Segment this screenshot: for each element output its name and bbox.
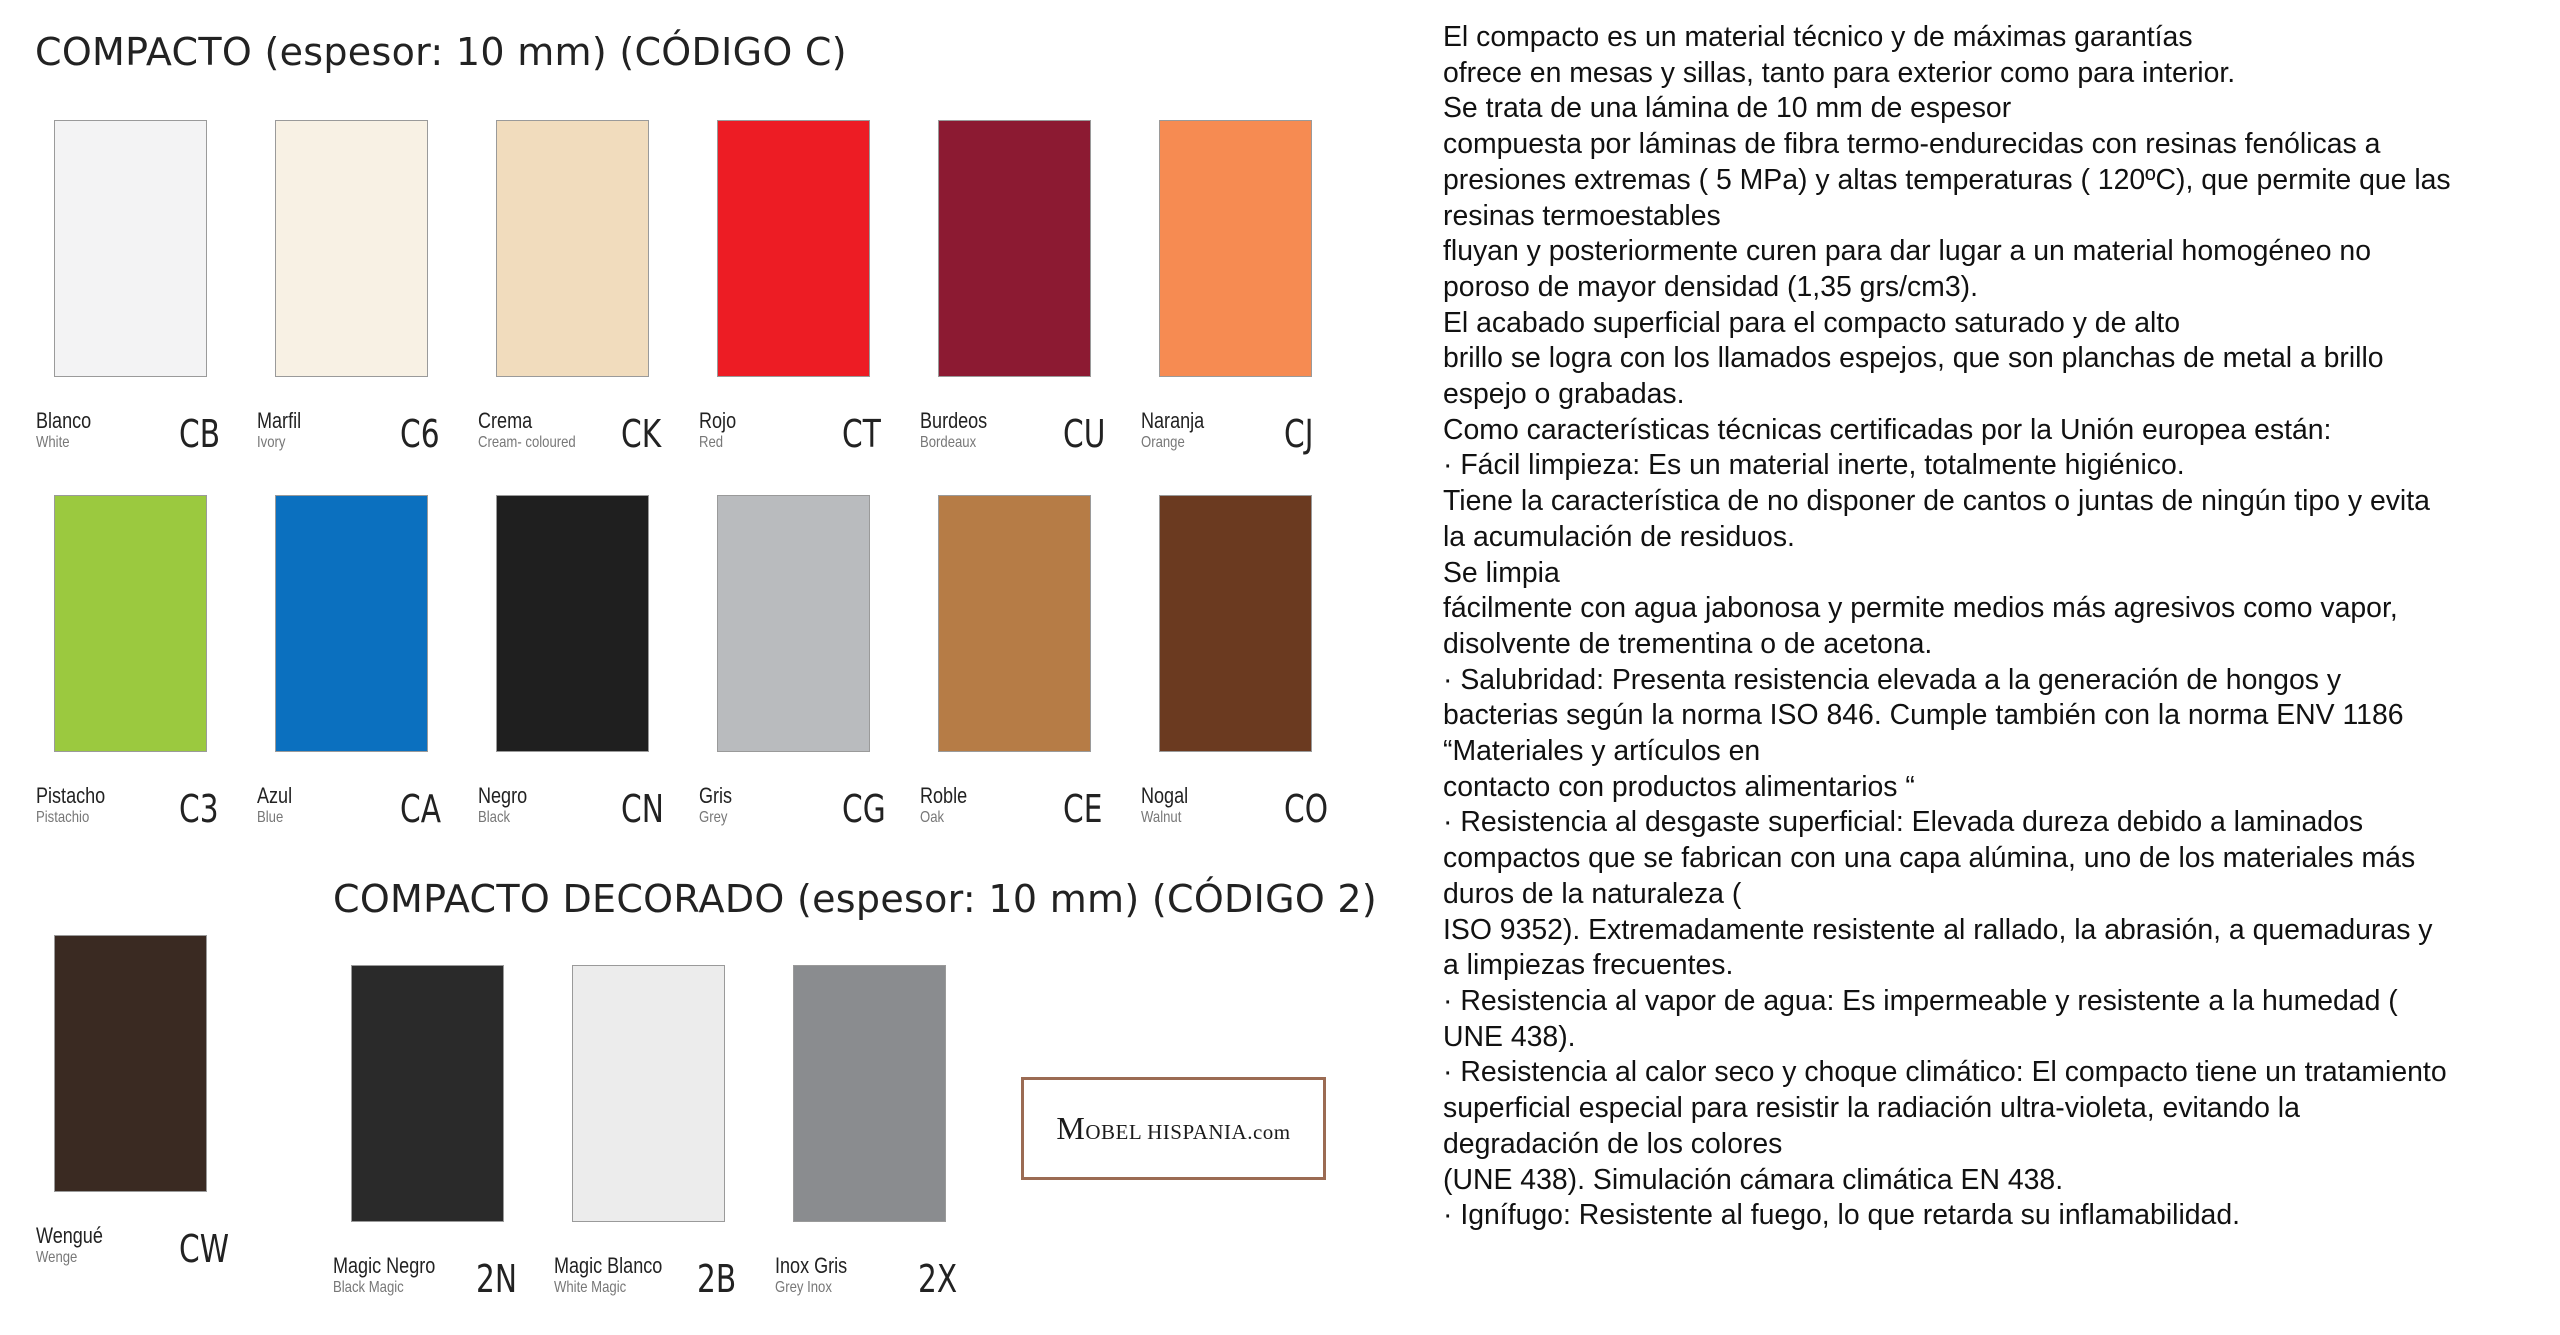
description-line: Tiene la característica de no disponer de cantos o juntas de ningún tipo y evita <box>1443 485 2430 518</box>
swatch-code: 2N <box>476 1257 518 1301</box>
description-line: poroso de mayor densidad (1,35 grs/cm3). <box>1443 270 1978 303</box>
description-line: Se limpia <box>1443 556 1560 589</box>
swatch-name: Pistacho <box>36 783 106 808</box>
swatch-label <box>478 410 597 451</box>
swatch-name-english: Blue <box>257 809 284 826</box>
description-line: duros de la naturaleza ( <box>1443 877 1742 910</box>
swatch-label <box>36 1225 118 1266</box>
swatch-cj <box>1159 120 1312 377</box>
title-compacto <box>35 30 847 74</box>
title-compacto-rest: (espesor: 10 mm) (CÓDIGO C) <box>252 30 847 74</box>
description-line: · Resistencia al calor seco y choque climático: El compacto tiene un tratamiento <box>1443 1056 2447 1089</box>
description-line: Como características técnicas certificadas por la Unión europea están: <box>1443 413 2332 446</box>
swatch-name-english: Red <box>699 434 724 451</box>
description-line: · Salubridad: Presenta resistencia elevada a la generación de hongos y <box>1443 663 2342 696</box>
swatch-2b <box>572 965 725 1222</box>
logo-text: MOBEL HISPANIA.com <box>1056 1110 1291 1146</box>
swatch-name: Negro <box>478 783 528 808</box>
description-line: “Materiales y artículos en <box>1443 735 1761 768</box>
swatch-code: CU <box>1063 412 1106 456</box>
swatch-label <box>920 410 1002 451</box>
swatch-name: Magic Blanco <box>554 1253 663 1278</box>
swatch-cw <box>54 935 207 1192</box>
title-compacto-main: COMPACTO <box>35 30 253 74</box>
swatch-name-english: Grey Inox <box>775 1279 832 1296</box>
description-line: compuesta por láminas de fibra termo-endurecidas con resinas fenólicas a <box>1443 128 2381 161</box>
swatch-name: Roble <box>920 783 968 808</box>
swatch-label <box>257 785 300 826</box>
swatch-name: Marfil <box>257 408 302 433</box>
swatch-name: Naranja <box>1141 408 1205 433</box>
swatch-name-english: White <box>36 434 70 451</box>
swatch-label <box>699 410 744 451</box>
description-line: resinas termoestables <box>1443 199 1721 232</box>
swatch-ca <box>275 495 428 752</box>
swatch-code: CG <box>842 787 886 831</box>
description-line: presiones extremas ( 5 MPa) y altas temperaturas ( 120ºC), que permite que las <box>1443 163 2451 196</box>
description-line: a limpiezas frecuentes. <box>1443 949 1734 982</box>
description-line: contacto con productos alimentarios “ <box>1443 770 1915 803</box>
description-line: ISO 9352). Extremadamente resistente al rallado, la abrasión, a quemaduras y <box>1443 913 2433 946</box>
swatch-name: Azul <box>257 783 293 808</box>
swatch-ct <box>717 120 870 377</box>
description-line: compactos que se fabrican con una capa alúmina, uno de los materiales más <box>1443 842 2416 875</box>
swatch-name: Rojo <box>699 408 737 433</box>
swatch-name-english: Walnut <box>1141 809 1182 826</box>
swatch-name-english: Bordeaux <box>920 434 977 451</box>
description-line: superficial especial para resistir la radiación ultra-violeta, evitando la <box>1443 1092 2300 1125</box>
description-text <box>1443 20 2553 1234</box>
swatch-label <box>775 1255 863 1296</box>
swatch-label <box>36 410 103 451</box>
swatch-name-english: Oak <box>920 809 945 826</box>
description-line: fácilmente con agua jabonosa y permite medios más agresivos como vapor, <box>1443 592 2398 625</box>
swatch-name-english: Wenge <box>36 1249 78 1266</box>
swatch-co <box>1159 495 1312 752</box>
description-line: UNE 438). <box>1443 1020 1576 1053</box>
description-line: · Resistencia al vapor de agua: Es impermeable y resistente a la humedad ( <box>1443 984 2398 1017</box>
swatch-name-english: Orange <box>1141 434 1185 451</box>
swatch-code: CJ <box>1284 412 1314 456</box>
swatch-label <box>333 1255 458 1296</box>
swatch-c3 <box>54 495 207 752</box>
swatch-code: CT <box>842 412 881 456</box>
swatch-name: Nogal <box>1141 783 1189 808</box>
description-line: espejo o grabadas. <box>1443 378 1685 411</box>
description-line: degradación de los colores <box>1443 1127 1783 1160</box>
description-line: · Ignífugo: Resistente al fuego, lo que retarda su inflamabilidad. <box>1443 1199 2241 1232</box>
swatch-c6 <box>275 120 428 377</box>
description-line: El compacto es un material técnico y de máximas garantías <box>1443 21 2193 53</box>
swatch-label <box>257 410 311 451</box>
swatch-code: 2B <box>697 1257 737 1301</box>
swatch-cu <box>938 120 1091 377</box>
description-line: · Resistencia al desgaste superficial: Elevada dureza debido a laminados <box>1443 806 2364 839</box>
swatch-code: 2X <box>918 1257 958 1301</box>
swatch-ck <box>496 120 649 377</box>
swatch-code: C6 <box>400 412 440 456</box>
description-line: fluyan y posteriormente curen para dar lugar a un material homogéneo no <box>1443 235 2371 268</box>
description-line: · Fácil limpieza: Es un material inerte, totalmente higiénico. <box>1443 449 2185 482</box>
description-line: brillo se logra con los llamados espejos, que son planchas de metal a brillo <box>1443 342 2384 375</box>
description-line: Se trata de una lámina de 10 mm de espesor <box>1443 92 2012 125</box>
description-line: bacterias según la norma ISO 846. Cumple también con la norma ENV 1186 <box>1443 699 2404 732</box>
swatch-name-english: Ivory <box>257 434 286 451</box>
title-compacto-decorado <box>333 877 1377 921</box>
description-line: El acabado superficial para el compacto saturado y de alto <box>1443 306 2181 339</box>
swatch-name: Wengué <box>36 1223 103 1248</box>
swatch-name-english: White Magic <box>554 1279 627 1296</box>
swatch-code: CK <box>621 412 662 456</box>
swatch-label <box>1141 785 1198 826</box>
swatch-ce <box>938 495 1091 752</box>
swatch-label <box>36 785 120 826</box>
swatch-code: CO <box>1284 787 1329 831</box>
swatch-label <box>554 1255 686 1296</box>
swatch-name-english: Black <box>478 809 511 826</box>
description-line: ofrece en mesas y sillas, tanto para exterior como para interior. <box>1443 56 2236 89</box>
swatch-cb <box>54 120 207 377</box>
title-decorado-main: COMPACTO DECORADO <box>333 877 785 921</box>
swatch-code: CB <box>179 412 221 456</box>
swatch-code: C3 <box>179 787 219 831</box>
swatch-name: Burdeos <box>920 408 988 433</box>
swatch-code: CN <box>621 787 664 831</box>
swatch-name-english: Pistachio <box>36 809 90 826</box>
title-decorado-rest: (espesor: 10 mm) (CÓDIGO 2) <box>784 877 1378 921</box>
swatch-label <box>478 785 538 826</box>
swatch-name: Blanco <box>36 408 92 433</box>
swatch-2n <box>351 965 504 1222</box>
description-line: disolvente de trementina o de acetona. <box>1443 627 1933 660</box>
swatch-code: CE <box>1063 787 1103 831</box>
swatch-name: Gris <box>699 783 733 808</box>
swatch-name: Inox Gris <box>775 1253 848 1278</box>
swatch-code: CA <box>400 787 441 831</box>
swatch-name-english: Cream- coloured <box>478 434 576 451</box>
description-line: la acumulación de residuos. <box>1443 520 1795 553</box>
description-line: (UNE 438). Simulación cámara climática EN 438. <box>1443 1163 2064 1196</box>
swatch-name: Magic Negro <box>333 1253 436 1278</box>
swatch-name: Crema <box>478 408 533 433</box>
swatch-label <box>1141 410 1218 451</box>
swatch-label <box>920 785 977 826</box>
swatch-name-english: Black Magic <box>333 1279 404 1296</box>
swatch-code: CW <box>179 1227 230 1271</box>
swatch-name-english: Grey <box>699 809 728 826</box>
swatch-label <box>699 785 739 826</box>
swatch-cn <box>496 495 649 752</box>
mobel-hispania-logo <box>1021 1077 1326 1180</box>
swatch-cg <box>717 495 870 752</box>
swatch-2x <box>793 965 946 1222</box>
